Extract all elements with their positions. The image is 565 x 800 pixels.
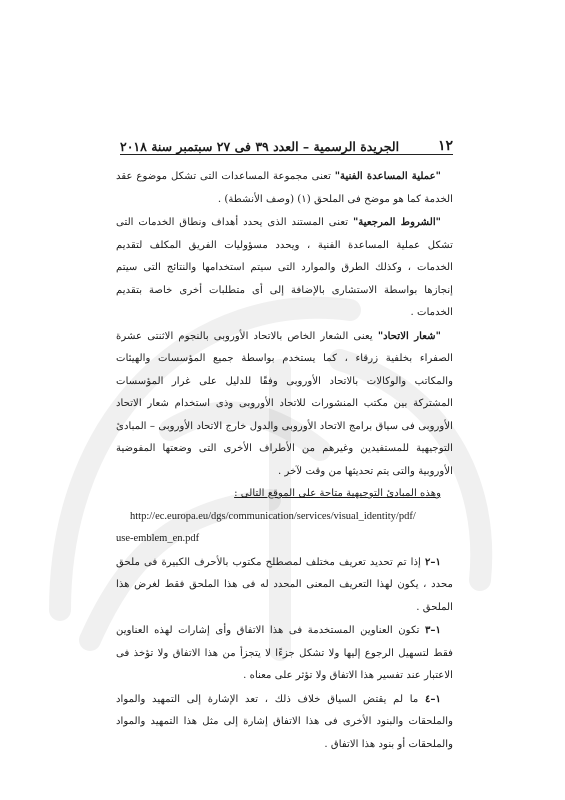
definition-text: تعنى المستند الذى يحدد أهداف ونطاق الخدمات التى تشكل عملية المساعدة الفنية ، ويحدد مسؤوليات الفريق المكلف لتقديم الخدمات ، وكذلك الطرق والموارد التى سيتم استخدامها والنتائج التى سيتم إنجازها بواسطة الاستشارى بالإضافة إلى أى متطلبات أخرى خاصة بتقديم الخدمات .	[116, 217, 453, 318]
clause-number: ١–٢	[424, 555, 441, 568]
page-number: ١٢	[437, 138, 453, 154]
gazette-title: الجريدة الرسمية – العدد ٣٩ فى ٢٧ سبتمبر سنة ٢٠١٨	[120, 139, 400, 154]
guidelines-url-line2[interactable]: use-emblem_en.pdf	[116, 533, 200, 544]
clause-1-4	[116, 688, 453, 757]
definition-text: تعنى مجموعة المساعدات التى تشكل موضوع عقد الخدمة كما هو موضح فى الملحق (١) (وصف الأنشطة) .	[116, 171, 453, 205]
clause-text: إذا تم تحديد تعريف مختلف لمصطلح مكتوب بالأحرف الكبيرة فى ملحق محدد ، يكون لهذا التعريف المعنى المحدد له فى هذا الملحق فقط لغرض هذا الملحق .	[116, 556, 453, 613]
term: "شعار الاتحاد"	[377, 329, 441, 342]
clause-number: ١–٤	[424, 692, 441, 705]
clause-text: تكون العناوين المستخدمة فى هذا الاتفاق وأى إشارات لهذه العناوين فقط لتسهيل الرجوع إليها ولا تشكل جزءًا لا يتجزأ من هذا الاتفاق ولا تؤخذ فى الاعتبار عند تفسير هذا الاتفاق ولا تؤثر على معناه .	[116, 625, 453, 681]
clause-1-3	[116, 619, 453, 688]
document-body	[116, 165, 453, 756]
clause-text: ما لم يقتض السياق خلاف ذلك ، تعد الإشارة إلى التمهيد والمواد والملحقات والبنود الأخرى فى هذا الاتفاق إشارة إلى مثل هذا التمهيد والمواد والملحقات أو بنود هذا الاتفاق .	[116, 693, 453, 750]
term: "عملية المساعدة الفنية"	[334, 170, 441, 182]
guidelines-url-line1[interactable]: http://ec.europa.eu/dgs/communication/services/visual_identity/pdf/	[130, 510, 416, 522]
guidelines-text: وهذه المبادئ التوجيهية متاحة على الموقع التالى :	[234, 488, 441, 499]
definition-text: يعنى الشعار الخاص بالاتحاد الأوروبى بالنجوم الاثنتى عشرة الصفراء بخلفية زرقاء ، كما يستخدم بواسطة جميع المؤسسات والهيئات والمكاتب والوكالات بالاتحاد الأوروبى وفقًا للدليل على غرار المؤسسات المشتركة بين مكتب المنشورات للاتحاد الأوروبى وذى استخدام شعار الاتحاد الأوروبى فى سياق برامج الاتحاد الأوروبى والدول خارج الاتحاد الأوروبى – المبادئ التوجيهية للمستفيدين وغيرهم من الأطراف الأخرى التى وضعتها المفوضية الأوروبية والتى يتم تحديثها من وقت لآخر .	[116, 330, 453, 477]
clause-number: ١–٣	[424, 624, 441, 636]
term: "الشروط المرجعية"	[353, 216, 441, 228]
clause-1-2	[116, 551, 453, 620]
definition-terms-of-reference	[116, 211, 453, 325]
definition-technical-assistance	[116, 165, 453, 211]
guidelines-note	[116, 483, 453, 506]
page-header	[120, 128, 453, 155]
definition-eu-emblem	[116, 325, 453, 484]
